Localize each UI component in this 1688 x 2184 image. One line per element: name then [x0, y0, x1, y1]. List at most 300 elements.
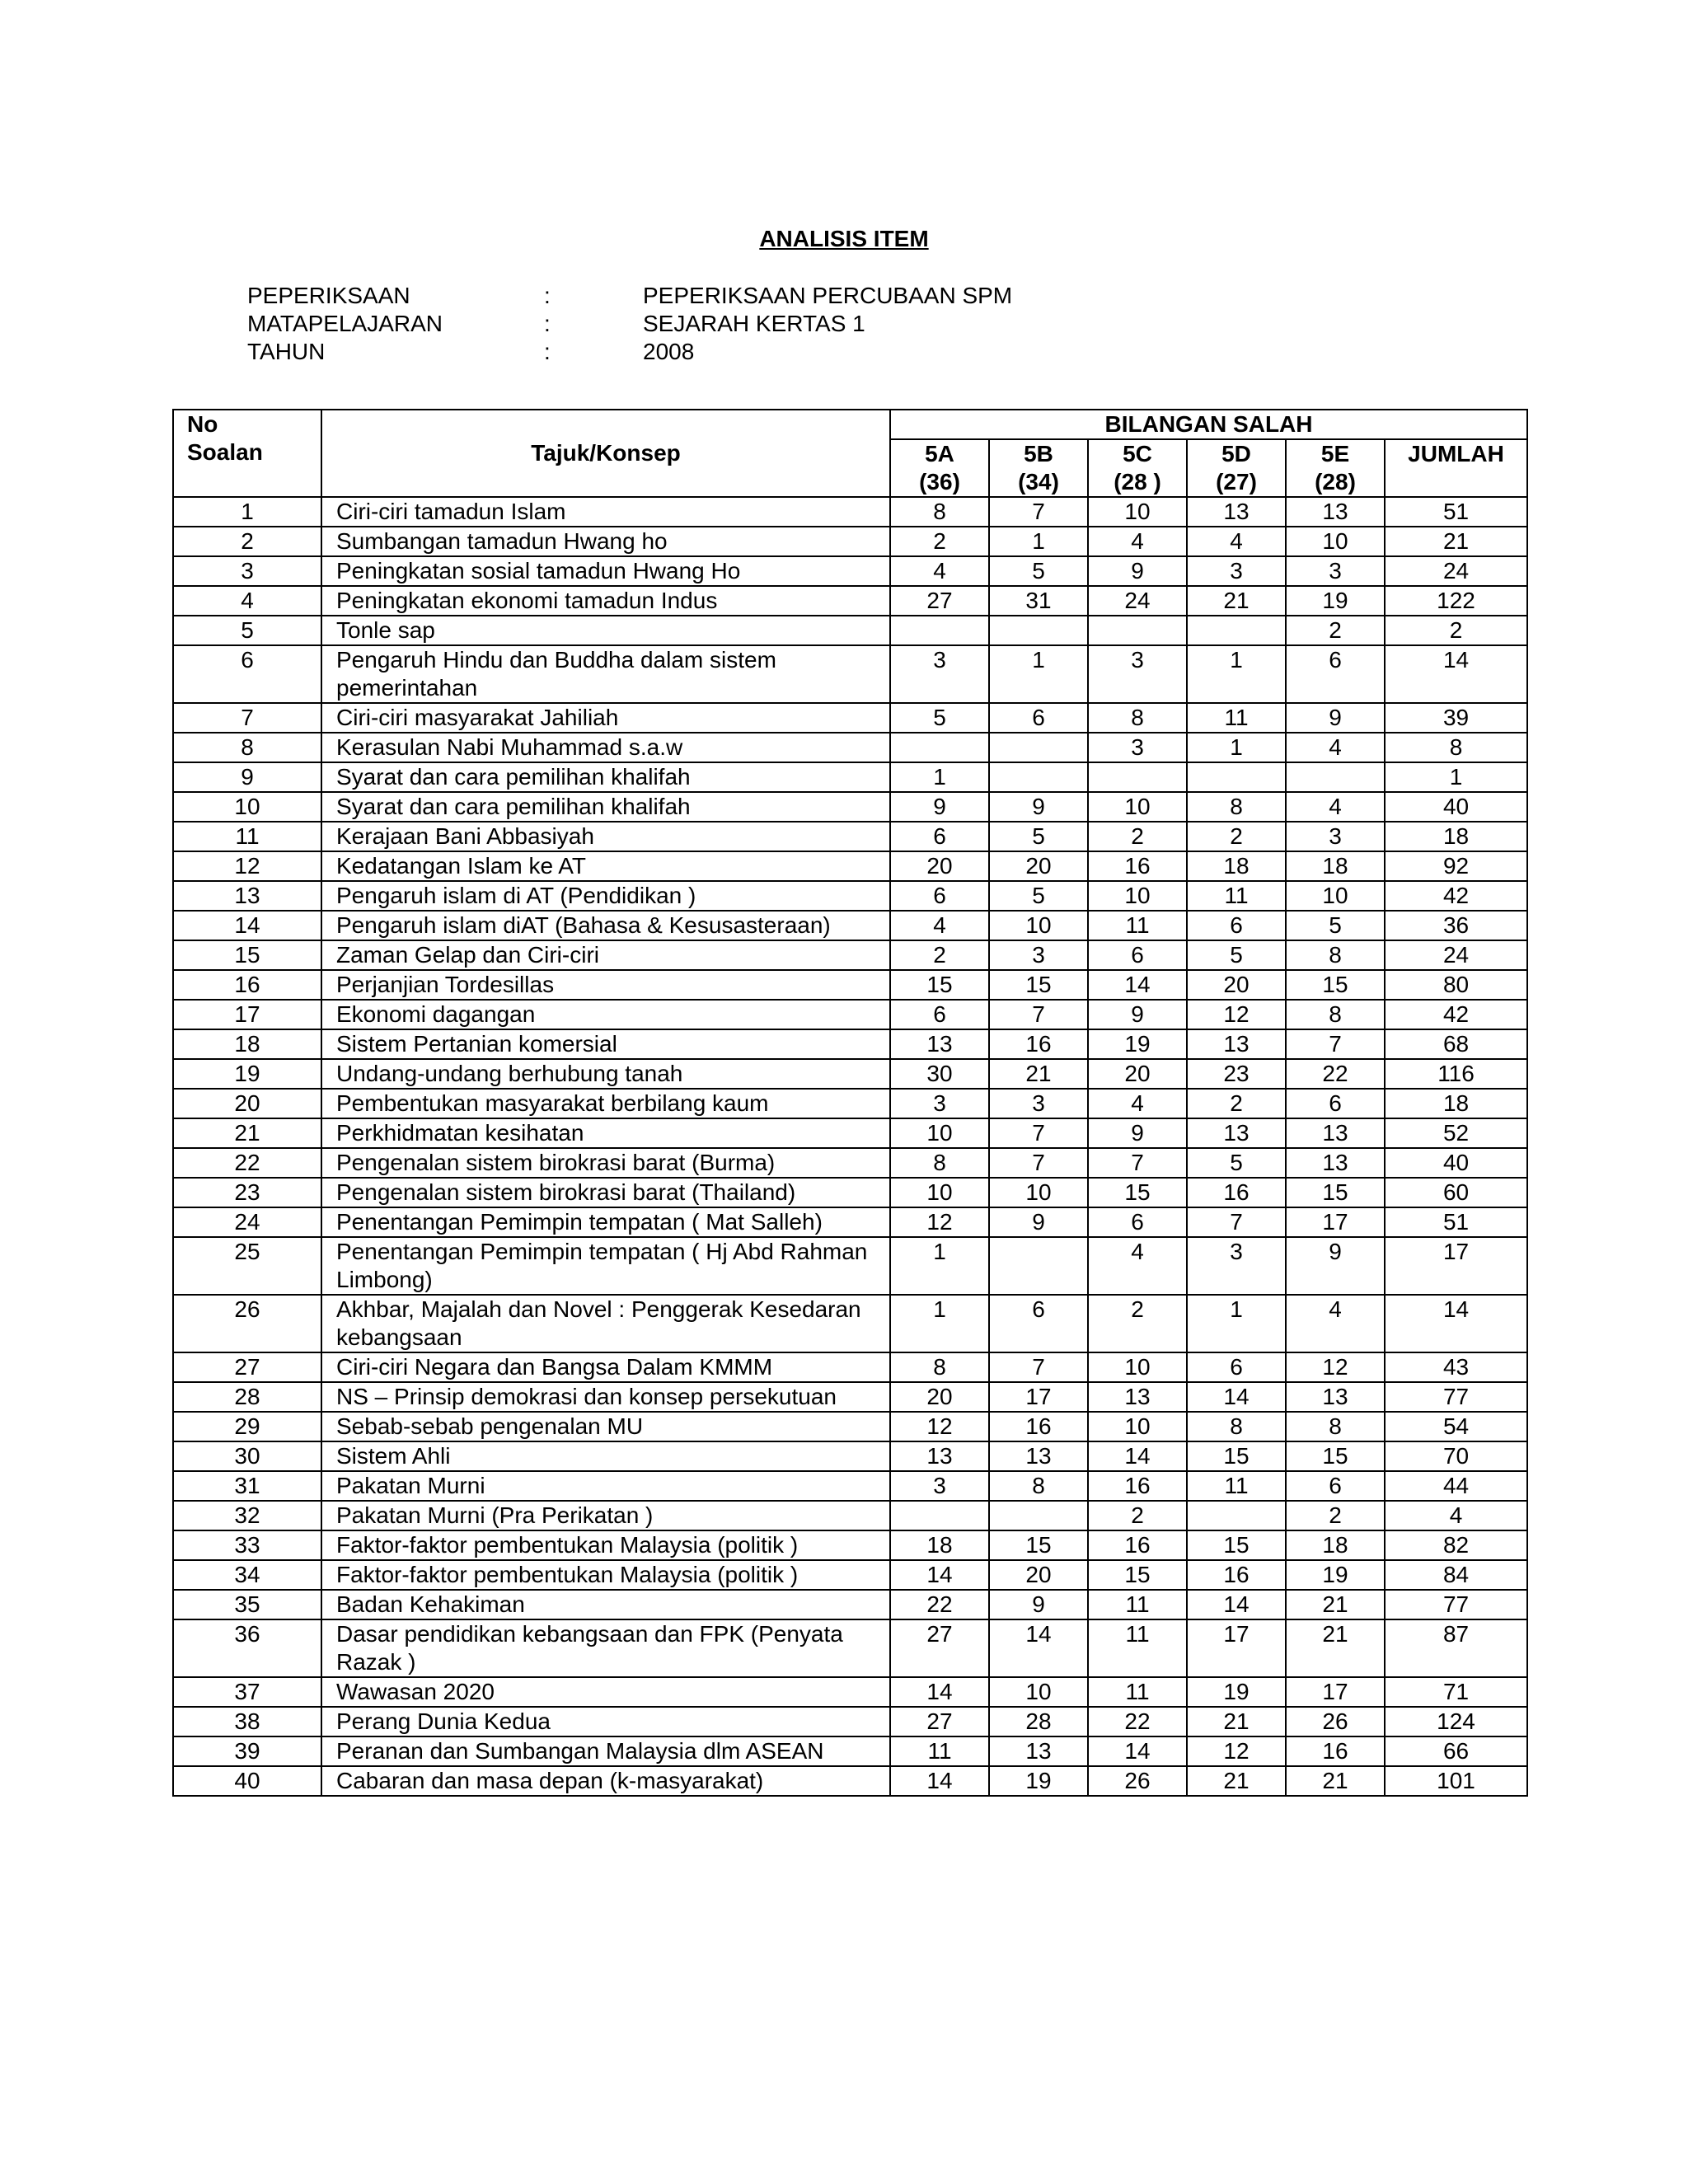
question-topic: Sumbangan tamadun Hwang ho: [321, 527, 890, 556]
table-row: [173, 1707, 1527, 1736]
cell-5b: [989, 1501, 1088, 1530]
cell-5b: 13: [989, 1736, 1088, 1766]
cell-5e: 13: [1286, 1382, 1385, 1412]
question-number: 2: [173, 527, 321, 556]
cell-total: 101: [1385, 1766, 1527, 1796]
question-topic: Ekonomi dagangan: [321, 1000, 890, 1029]
cell-5d: 17: [1187, 1619, 1286, 1677]
cell-5a: [890, 733, 989, 762]
table-row: [173, 792, 1527, 822]
cell-5d: 23: [1187, 1059, 1286, 1089]
cell-5c: 4: [1088, 1089, 1187, 1118]
question-number: 29: [173, 1412, 321, 1441]
table-row: [173, 497, 1527, 527]
cell-5b: 3: [989, 1089, 1088, 1118]
question-number: 17: [173, 1000, 321, 1029]
table-row: [173, 1000, 1527, 1029]
question-topic: Syarat dan cara pemilihan khalifah: [321, 792, 890, 822]
cell-5b: 5: [989, 556, 1088, 586]
cell-5d: 4: [1187, 527, 1286, 556]
table-row: [173, 703, 1527, 733]
cell-total: 1: [1385, 762, 1527, 792]
cell-5b: 7: [989, 497, 1088, 527]
cell-5e: 10: [1286, 527, 1385, 556]
cell-5d: 11: [1187, 1471, 1286, 1501]
cell-5a: 30: [890, 1059, 989, 1089]
question-topic: Pengaruh islam di AT (Pendidikan ): [321, 881, 890, 911]
cell-5c: 16: [1088, 1471, 1187, 1501]
question-number: 25: [173, 1237, 321, 1295]
cell-5c: 10: [1088, 1412, 1187, 1441]
question-topic: Sebab-sebab pengenalan MU: [321, 1412, 890, 1441]
question-number: 18: [173, 1029, 321, 1059]
cell-5a: 14: [890, 1766, 989, 1796]
question-topic: Penentangan Pemimpin tempatan ( Mat Salleh): [321, 1207, 890, 1237]
cell-5d: 13: [1187, 1029, 1286, 1059]
cell-5d: 12: [1187, 1000, 1286, 1029]
header-question-no: No Soalan: [173, 410, 321, 497]
question-topic: Kedatangan Islam ke AT: [321, 851, 890, 881]
cell-5a: 3: [890, 1471, 989, 1501]
cell-5c: 15: [1088, 1178, 1187, 1207]
cell-5e: 21: [1286, 1590, 1385, 1619]
cell-5d: 8: [1187, 1412, 1286, 1441]
cell-total: 51: [1385, 1207, 1527, 1237]
header-class-5b: 5B (34): [989, 439, 1088, 497]
cell-5e: 2: [1286, 616, 1385, 645]
cell-5b: [989, 1237, 1088, 1295]
cell-5c: 24: [1088, 586, 1187, 616]
cell-5b: 7: [989, 1118, 1088, 1148]
cell-5c: 15: [1088, 1560, 1187, 1590]
question-number: 4: [173, 586, 321, 616]
cell-5e: 26: [1286, 1707, 1385, 1736]
cell-total: 21: [1385, 527, 1527, 556]
cell-5a: 15: [890, 970, 989, 1000]
cell-5d: 2: [1187, 1089, 1286, 1118]
cell-5d: 11: [1187, 703, 1286, 733]
cell-5a: 9: [890, 792, 989, 822]
table-row: [173, 1029, 1527, 1059]
cell-5d: 15: [1187, 1441, 1286, 1471]
cell-5b: 16: [989, 1029, 1088, 1059]
cell-5e: 10: [1286, 881, 1385, 911]
cell-5c: 9: [1088, 556, 1187, 586]
cell-5b: 9: [989, 792, 1088, 822]
question-number: 21: [173, 1118, 321, 1148]
cell-5b: 9: [989, 1590, 1088, 1619]
question-topic: Undang-undang berhubung tanah: [321, 1059, 890, 1089]
cell-5e: 4: [1286, 733, 1385, 762]
exam-info: [247, 282, 1012, 366]
table-row: [173, 527, 1527, 556]
cell-5e: 7: [1286, 1029, 1385, 1059]
question-number: 3: [173, 556, 321, 586]
table-row: [173, 881, 1527, 911]
question-topic: Pengaruh islam diAT (Bahasa & Kesusasteraan): [321, 911, 890, 940]
cell-5e: 21: [1286, 1619, 1385, 1677]
cell-total: 42: [1385, 881, 1527, 911]
cell-5a: 14: [890, 1560, 989, 1590]
cell-5a: 22: [890, 1590, 989, 1619]
cell-total: 40: [1385, 1148, 1527, 1178]
table-row: [173, 1501, 1527, 1530]
cell-5a: 14: [890, 1677, 989, 1707]
question-topic: Faktor-faktor pembentukan Malaysia (politik ): [321, 1560, 890, 1590]
question-number: 1: [173, 497, 321, 527]
question-topic: Peranan dan Sumbangan Malaysia dlm ASEAN: [321, 1736, 890, 1766]
subject-label: MATAPELAJARAN: [247, 311, 443, 336]
cell-5e: 9: [1286, 1237, 1385, 1295]
cell-5a: 20: [890, 851, 989, 881]
cell-5b: 17: [989, 1382, 1088, 1412]
table-body: [173, 497, 1527, 1796]
cell-5a: 10: [890, 1118, 989, 1148]
table-row: [173, 556, 1527, 586]
cell-5e: 18: [1286, 1530, 1385, 1560]
cell-5c: 11: [1088, 1619, 1187, 1677]
cell-5e: 2: [1286, 1501, 1385, 1530]
question-topic: Kerasulan Nabi Muhammad s.a.w: [321, 733, 890, 762]
cell-5a: 27: [890, 1707, 989, 1736]
cell-5a: 13: [890, 1029, 989, 1059]
question-topic: Ciri-ciri masyarakat Jahiliah: [321, 703, 890, 733]
cell-total: 4: [1385, 1501, 1527, 1530]
cell-5d: 16: [1187, 1178, 1286, 1207]
table-row: [173, 1382, 1527, 1412]
cell-5e: 21: [1286, 1766, 1385, 1796]
question-topic: Kerajaan Bani Abbasiyah: [321, 822, 890, 851]
cell-5a: 12: [890, 1207, 989, 1237]
cell-5c: 10: [1088, 1352, 1187, 1382]
year-value: 2008: [643, 339, 695, 364]
question-number: 22: [173, 1148, 321, 1178]
cell-5c: 20: [1088, 1059, 1187, 1089]
table-row: [173, 1412, 1527, 1441]
cell-5e: 13: [1286, 1118, 1385, 1148]
cell-total: 116: [1385, 1059, 1527, 1089]
cell-5d: 21: [1187, 586, 1286, 616]
cell-5a: 3: [890, 1089, 989, 1118]
question-topic: Wawasan 2020: [321, 1677, 890, 1707]
cell-total: 124: [1385, 1707, 1527, 1736]
cell-5e: 13: [1286, 1148, 1385, 1178]
table-row: [173, 851, 1527, 881]
header-topic: Tajuk/Konsep: [321, 410, 890, 497]
cell-5a: 8: [890, 1352, 989, 1382]
table-row: [173, 1590, 1527, 1619]
cell-5e: 17: [1286, 1207, 1385, 1237]
cell-5c: 4: [1088, 527, 1187, 556]
cell-total: 80: [1385, 970, 1527, 1000]
cell-5e: 13: [1286, 497, 1385, 527]
table-row: [173, 1766, 1527, 1796]
question-number: 28: [173, 1382, 321, 1412]
table-row: [173, 1059, 1527, 1089]
question-topic: Perkhidmatan kesihatan: [321, 1118, 890, 1148]
question-number: 38: [173, 1707, 321, 1736]
question-number: 19: [173, 1059, 321, 1089]
cell-5b: 19: [989, 1766, 1088, 1796]
cell-5c: 2: [1088, 822, 1187, 851]
cell-5e: 3: [1286, 556, 1385, 586]
table-row: [173, 1530, 1527, 1560]
cell-5e: 17: [1286, 1677, 1385, 1707]
cell-5c: 9: [1088, 1118, 1187, 1148]
cell-5e: 4: [1286, 1295, 1385, 1352]
cell-total: 14: [1385, 645, 1527, 703]
exam-label: PEPERIKSAAN: [247, 283, 410, 308]
cell-total: 66: [1385, 1736, 1527, 1766]
question-topic: Zaman Gelap dan Ciri-ciri: [321, 940, 890, 970]
question-number: 30: [173, 1441, 321, 1471]
cell-5c: 14: [1088, 1441, 1187, 1471]
cell-5c: 10: [1088, 792, 1187, 822]
cell-total: 122: [1385, 586, 1527, 616]
cell-5c: 14: [1088, 1736, 1187, 1766]
header-class-5a: 5A (36): [890, 439, 989, 497]
cell-5c: 9: [1088, 1000, 1187, 1029]
cell-total: 14: [1385, 1295, 1527, 1352]
item-analysis-table: [172, 409, 1528, 1797]
header-class-5e: 5E (28): [1286, 439, 1385, 497]
cell-5c: 6: [1088, 1207, 1187, 1237]
cell-total: 68: [1385, 1029, 1527, 1059]
question-number: 14: [173, 911, 321, 940]
question-number: 39: [173, 1736, 321, 1766]
cell-5d: [1187, 616, 1286, 645]
cell-5d: 6: [1187, 1352, 1286, 1382]
cell-5d: 8: [1187, 792, 1286, 822]
table-row: [173, 1441, 1527, 1471]
question-number: 32: [173, 1501, 321, 1530]
question-topic: Peningkatan sosial tamadun Hwang Ho: [321, 556, 890, 586]
cell-5b: 7: [989, 1148, 1088, 1178]
cell-5e: 12: [1286, 1352, 1385, 1382]
cell-5d: 21: [1187, 1707, 1286, 1736]
cell-5e: 15: [1286, 1178, 1385, 1207]
table-row: [173, 1560, 1527, 1590]
cell-5a: 4: [890, 556, 989, 586]
question-number: 36: [173, 1619, 321, 1677]
cell-5a: 6: [890, 1000, 989, 1029]
cell-5c: 11: [1088, 911, 1187, 940]
question-topic: Ciri-ciri Negara dan Bangsa Dalam KMMM: [321, 1352, 890, 1382]
question-number: 33: [173, 1530, 321, 1560]
cell-5d: 2: [1187, 822, 1286, 851]
cell-total: 77: [1385, 1590, 1527, 1619]
cell-5c: 4: [1088, 1237, 1187, 1295]
cell-5a: 3: [890, 645, 989, 703]
cell-5a: 1: [890, 1295, 989, 1352]
cell-5d: 15: [1187, 1530, 1286, 1560]
cell-5b: 8: [989, 1471, 1088, 1501]
table-row: [173, 970, 1527, 1000]
cell-5c: 3: [1088, 733, 1187, 762]
document-title: ANALISIS ITEM: [759, 226, 929, 251]
cell-5b: 6: [989, 1295, 1088, 1352]
question-number: 13: [173, 881, 321, 911]
cell-5e: 15: [1286, 970, 1385, 1000]
question-number: 26: [173, 1295, 321, 1352]
cell-total: 24: [1385, 940, 1527, 970]
cell-5e: 9: [1286, 703, 1385, 733]
question-topic: Dasar pendidikan kebangsaan dan FPK (Penyata Razak ): [321, 1619, 890, 1677]
cell-5e: 4: [1286, 792, 1385, 822]
table-row: [173, 1295, 1527, 1352]
question-number: 37: [173, 1677, 321, 1707]
question-topic: Perjanjian Tordesillas: [321, 970, 890, 1000]
cell-5b: 31: [989, 586, 1088, 616]
question-number: 10: [173, 792, 321, 822]
table-row: [173, 1471, 1527, 1501]
cell-total: 60: [1385, 1178, 1527, 1207]
question-number: 34: [173, 1560, 321, 1590]
cell-5c: 14: [1088, 970, 1187, 1000]
cell-total: 54: [1385, 1412, 1527, 1441]
question-number: 6: [173, 645, 321, 703]
question-topic: Tonle sap: [321, 616, 890, 645]
question-topic: Perang Dunia Kedua: [321, 1707, 890, 1736]
cell-total: 52: [1385, 1118, 1527, 1148]
cell-5a: 8: [890, 1148, 989, 1178]
question-number: 11: [173, 822, 321, 851]
cell-5c: 2: [1088, 1501, 1187, 1530]
cell-total: 87: [1385, 1619, 1527, 1677]
cell-5e: 6: [1286, 1089, 1385, 1118]
cell-total: 17: [1385, 1237, 1527, 1295]
cell-total: 18: [1385, 822, 1527, 851]
question-topic: Peningkatan ekonomi tamadun Indus: [321, 586, 890, 616]
cell-5b: [989, 762, 1088, 792]
table-row: [173, 1237, 1527, 1295]
table-row: [173, 762, 1527, 792]
question-number: 35: [173, 1590, 321, 1619]
cell-5d: 1: [1187, 1295, 1286, 1352]
question-number: 23: [173, 1178, 321, 1207]
question-number: 5: [173, 616, 321, 645]
cell-total: 82: [1385, 1530, 1527, 1560]
question-topic: Syarat dan cara pemilihan khalifah: [321, 762, 890, 792]
cell-5b: 7: [989, 1352, 1088, 1382]
cell-5d: 20: [1187, 970, 1286, 1000]
cell-5a: 2: [890, 527, 989, 556]
cell-5d: 1: [1187, 645, 1286, 703]
cell-total: 18: [1385, 1089, 1527, 1118]
question-number: 15: [173, 940, 321, 970]
cell-5b: 3: [989, 940, 1088, 970]
cell-5a: 13: [890, 1441, 989, 1471]
cell-5d: 1: [1187, 733, 1286, 762]
question-number: 40: [173, 1766, 321, 1796]
cell-5a: 1: [890, 1237, 989, 1295]
cell-5a: 2: [890, 940, 989, 970]
question-topic: Pakatan Murni (Pra Perikatan ): [321, 1501, 890, 1530]
cell-5c: 11: [1088, 1677, 1187, 1707]
cell-5b: 13: [989, 1441, 1088, 1471]
exam-info-row: [247, 282, 1012, 310]
question-number: 7: [173, 703, 321, 733]
cell-5b: 1: [989, 645, 1088, 703]
table-row: [173, 616, 1527, 645]
cell-5d: [1187, 762, 1286, 792]
table-row: [173, 1089, 1527, 1118]
subject-value: SEJARAH KERTAS 1: [643, 311, 865, 336]
cell-5c: 3: [1088, 645, 1187, 703]
cell-5b: 5: [989, 881, 1088, 911]
cell-total: 36: [1385, 911, 1527, 940]
cell-5b: 20: [989, 851, 1088, 881]
cell-5a: 6: [890, 822, 989, 851]
question-number: 27: [173, 1352, 321, 1382]
question-topic: Badan Kehakiman: [321, 1590, 890, 1619]
cell-5e: 8: [1286, 1000, 1385, 1029]
question-number: 12: [173, 851, 321, 881]
table-row: [173, 733, 1527, 762]
cell-5c: 22: [1088, 1707, 1187, 1736]
colon: :: [544, 339, 551, 364]
cell-5a: 27: [890, 586, 989, 616]
cell-5d: 21: [1187, 1766, 1286, 1796]
header-wrong-count: BILANGAN SALAH: [890, 410, 1527, 439]
header-class-5d: 5D (27): [1187, 439, 1286, 497]
cell-5b: 15: [989, 970, 1088, 1000]
cell-5d: 16: [1187, 1560, 1286, 1590]
cell-5d: 7: [1187, 1207, 1286, 1237]
cell-5a: 1: [890, 762, 989, 792]
question-topic: Akhbar, Majalah dan Novel : Penggerak Kesedaran kebangsaan: [321, 1295, 890, 1352]
cell-5d: 5: [1187, 1148, 1286, 1178]
cell-5e: 19: [1286, 1560, 1385, 1590]
colon: :: [544, 283, 551, 308]
question-topic: Pengenalan sistem birokrasi barat (Thailand): [321, 1178, 890, 1207]
question-topic: Sistem Ahli: [321, 1441, 890, 1471]
header-class-5c: 5C (28 ): [1088, 439, 1187, 497]
cell-5a: 20: [890, 1382, 989, 1412]
cell-total: 51: [1385, 497, 1527, 527]
question-number: 24: [173, 1207, 321, 1237]
cell-5e: 15: [1286, 1441, 1385, 1471]
cell-5c: 11: [1088, 1590, 1187, 1619]
cell-5d: 14: [1187, 1382, 1286, 1412]
cell-5b: 21: [989, 1059, 1088, 1089]
cell-5e: 18: [1286, 851, 1385, 881]
question-number: 16: [173, 970, 321, 1000]
cell-5b: [989, 733, 1088, 762]
cell-5c: 8: [1088, 703, 1187, 733]
cell-5e: 6: [1286, 645, 1385, 703]
cell-5b: 6: [989, 703, 1088, 733]
question-topic: Cabaran dan masa depan (k-masyarakat): [321, 1766, 890, 1796]
cell-total: 40: [1385, 792, 1527, 822]
table-row: [173, 822, 1527, 851]
cell-5b: 16: [989, 1412, 1088, 1441]
question-topic: Penentangan Pemimpin tempatan ( Hj Abd Rahman Limbong): [321, 1237, 890, 1295]
table-row: [173, 911, 1527, 940]
question-topic: Ciri-ciri tamadun Islam: [321, 497, 890, 527]
cell-5a: 6: [890, 881, 989, 911]
cell-5d: 19: [1187, 1677, 1286, 1707]
cell-5b: 7: [989, 1000, 1088, 1029]
cell-5d: 5: [1187, 940, 1286, 970]
cell-5b: 5: [989, 822, 1088, 851]
cell-total: 84: [1385, 1560, 1527, 1590]
table-row: [173, 645, 1527, 703]
cell-5b: 10: [989, 1677, 1088, 1707]
cell-5a: 27: [890, 1619, 989, 1677]
cell-5b: 15: [989, 1530, 1088, 1560]
table-row: [173, 1148, 1527, 1178]
